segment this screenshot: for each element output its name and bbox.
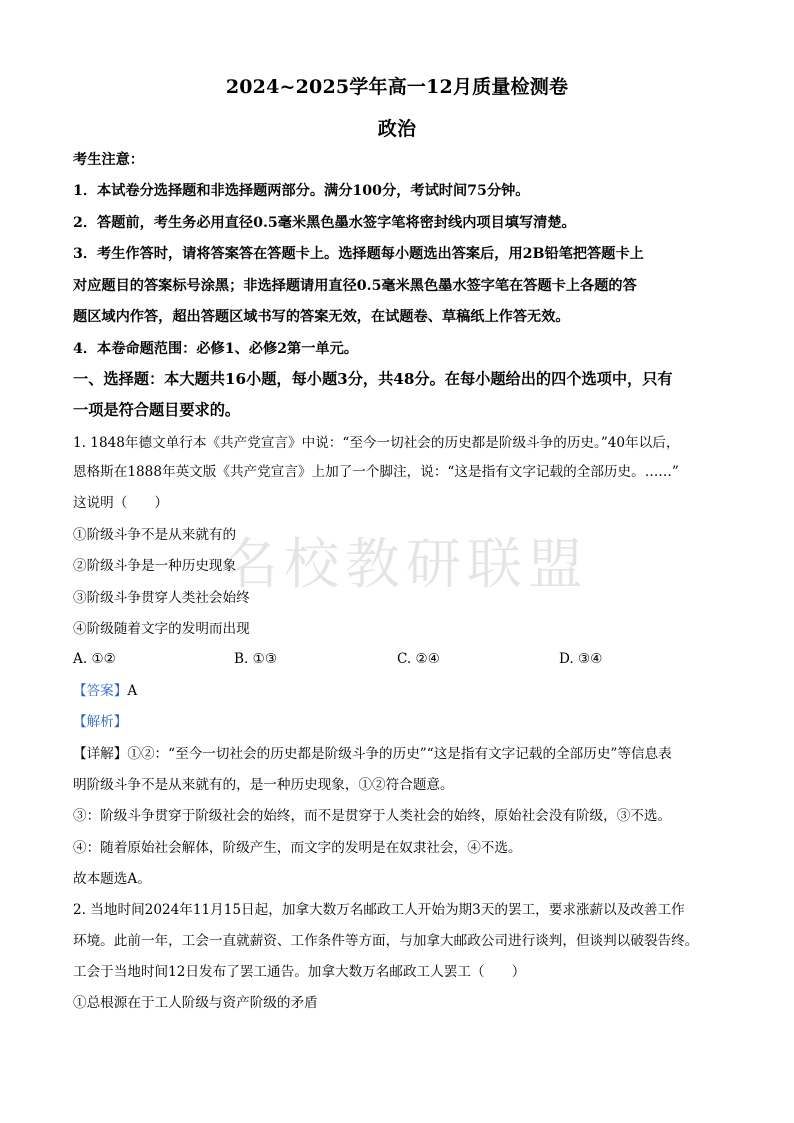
q1-detail-text: 明阶级斗争不是从来就有的，是一种历史现象，①②符合题意。 xyxy=(73,777,454,793)
notice-item: 题区域内作答，超出答题区域书写的答案无效，在试题卷、草稿纸上作答无效。 xyxy=(73,309,570,325)
q1-option-a: A. ①② xyxy=(73,651,116,667)
q2-statement: ①总根源在于工人阶级与资产阶级的矛盾 xyxy=(73,995,318,1011)
q2-stem: 2. 当地时间2024年11月15日起，加拿大数万名邮政工人开始为期3天的罢工，要求涨薪以及改善工作 xyxy=(73,902,685,918)
q1-detail-text: ③：阶级斗争贯穿于阶级社会的始终，而不是贯穿于人类社会的始终，原始社会没有阶级，③不选。 xyxy=(73,808,672,824)
q1-answer xyxy=(73,682,723,700)
q1-stem: 恩格斯在1888年英文版《共产党宣言》上加了一个脚注，说：“这是指有文字记载的全部历史。……” xyxy=(73,464,679,480)
q1-option-c: C. ②④ xyxy=(397,651,440,667)
exam-title: 2024~2025学年高一12月质量检测卷 xyxy=(225,76,569,98)
q1-statement: ①阶级斗争不是从来就有的 xyxy=(73,527,237,543)
notice-heading: 考生注意： xyxy=(73,152,144,168)
section-heading-cont: 一项是符合题目要求的。 xyxy=(73,401,241,419)
section-heading: 一、选择题：本大题共16小题，每小题3分，共48分。在每小题给出的四个选项中，只有 xyxy=(73,370,673,388)
q1-option-b: B. ①③ xyxy=(234,651,278,667)
answer-value: A xyxy=(127,683,138,699)
watermark: 名校教研联盟 xyxy=(223,532,590,596)
notice-item: 2．答题前，考生务必用直径0.5毫米黑色墨水签字笔将密封线内项目填写清楚。 xyxy=(73,215,576,231)
q1-statement: ④阶级随着文字的发明而出现 xyxy=(73,621,250,637)
q2-stem: 工会于当地时间12日发布了罢工通告。加拿大数万名邮政工人罢工（ ） xyxy=(73,964,526,980)
q1-statement: ③阶级斗争贯穿人类社会始终 xyxy=(73,590,250,606)
detail-label: 【详解】 xyxy=(73,746,128,762)
q1-option-d: D. ③④ xyxy=(559,651,603,667)
q1-stem: 这说明（ ） xyxy=(73,495,169,511)
q1-detail-text: ④：随着原始社会解体，阶级产生，而文字的发明是在奴隶社会，④不选。 xyxy=(73,840,522,856)
q1-detail xyxy=(73,745,723,763)
q2-stem: 环境。此前一年，工会一直就薪资、工作条件等方面，与加拿大邮政公司进行谈判，但谈判以破裂告终。 xyxy=(73,933,699,949)
notice-item: 对应题目的答案标号涂黑；非选择题请用直径0.5毫米黑色墨水签字笔在答题卡上各题的答 xyxy=(73,278,637,294)
q1-statement: ②阶级斗争是一种历史现象 xyxy=(73,558,237,574)
analysis-label: 【解析】 xyxy=(73,714,128,730)
notice-item: 3．考生作答时，请将答案答在答题卡上。选择题每小题选出答案后，用2B铅笔把答题卡上 xyxy=(73,246,644,262)
notice-item: 4．本卷命题范围：必修1、必修2第一单元。 xyxy=(73,341,358,357)
answer-label: 【答案】 xyxy=(73,683,128,699)
detail-text: ①②：“至今一切社会的历史都是阶级斗争的历史”“这是指有文字记载的全部历史”等信息表 xyxy=(127,746,672,762)
q1-detail-text: 故本题选A。 xyxy=(73,871,151,887)
subject-title: 政治 xyxy=(377,118,417,140)
notice-item: 1．本试卷分选择题和非选择题两部分。满分100分，考试时间75分钟。 xyxy=(73,183,530,199)
q1-stem: 1. 1848年德文单行本《共产党宣言》中说：“至今一切社会的历史都是阶级斗争的历史。”40年以后， xyxy=(73,435,680,451)
